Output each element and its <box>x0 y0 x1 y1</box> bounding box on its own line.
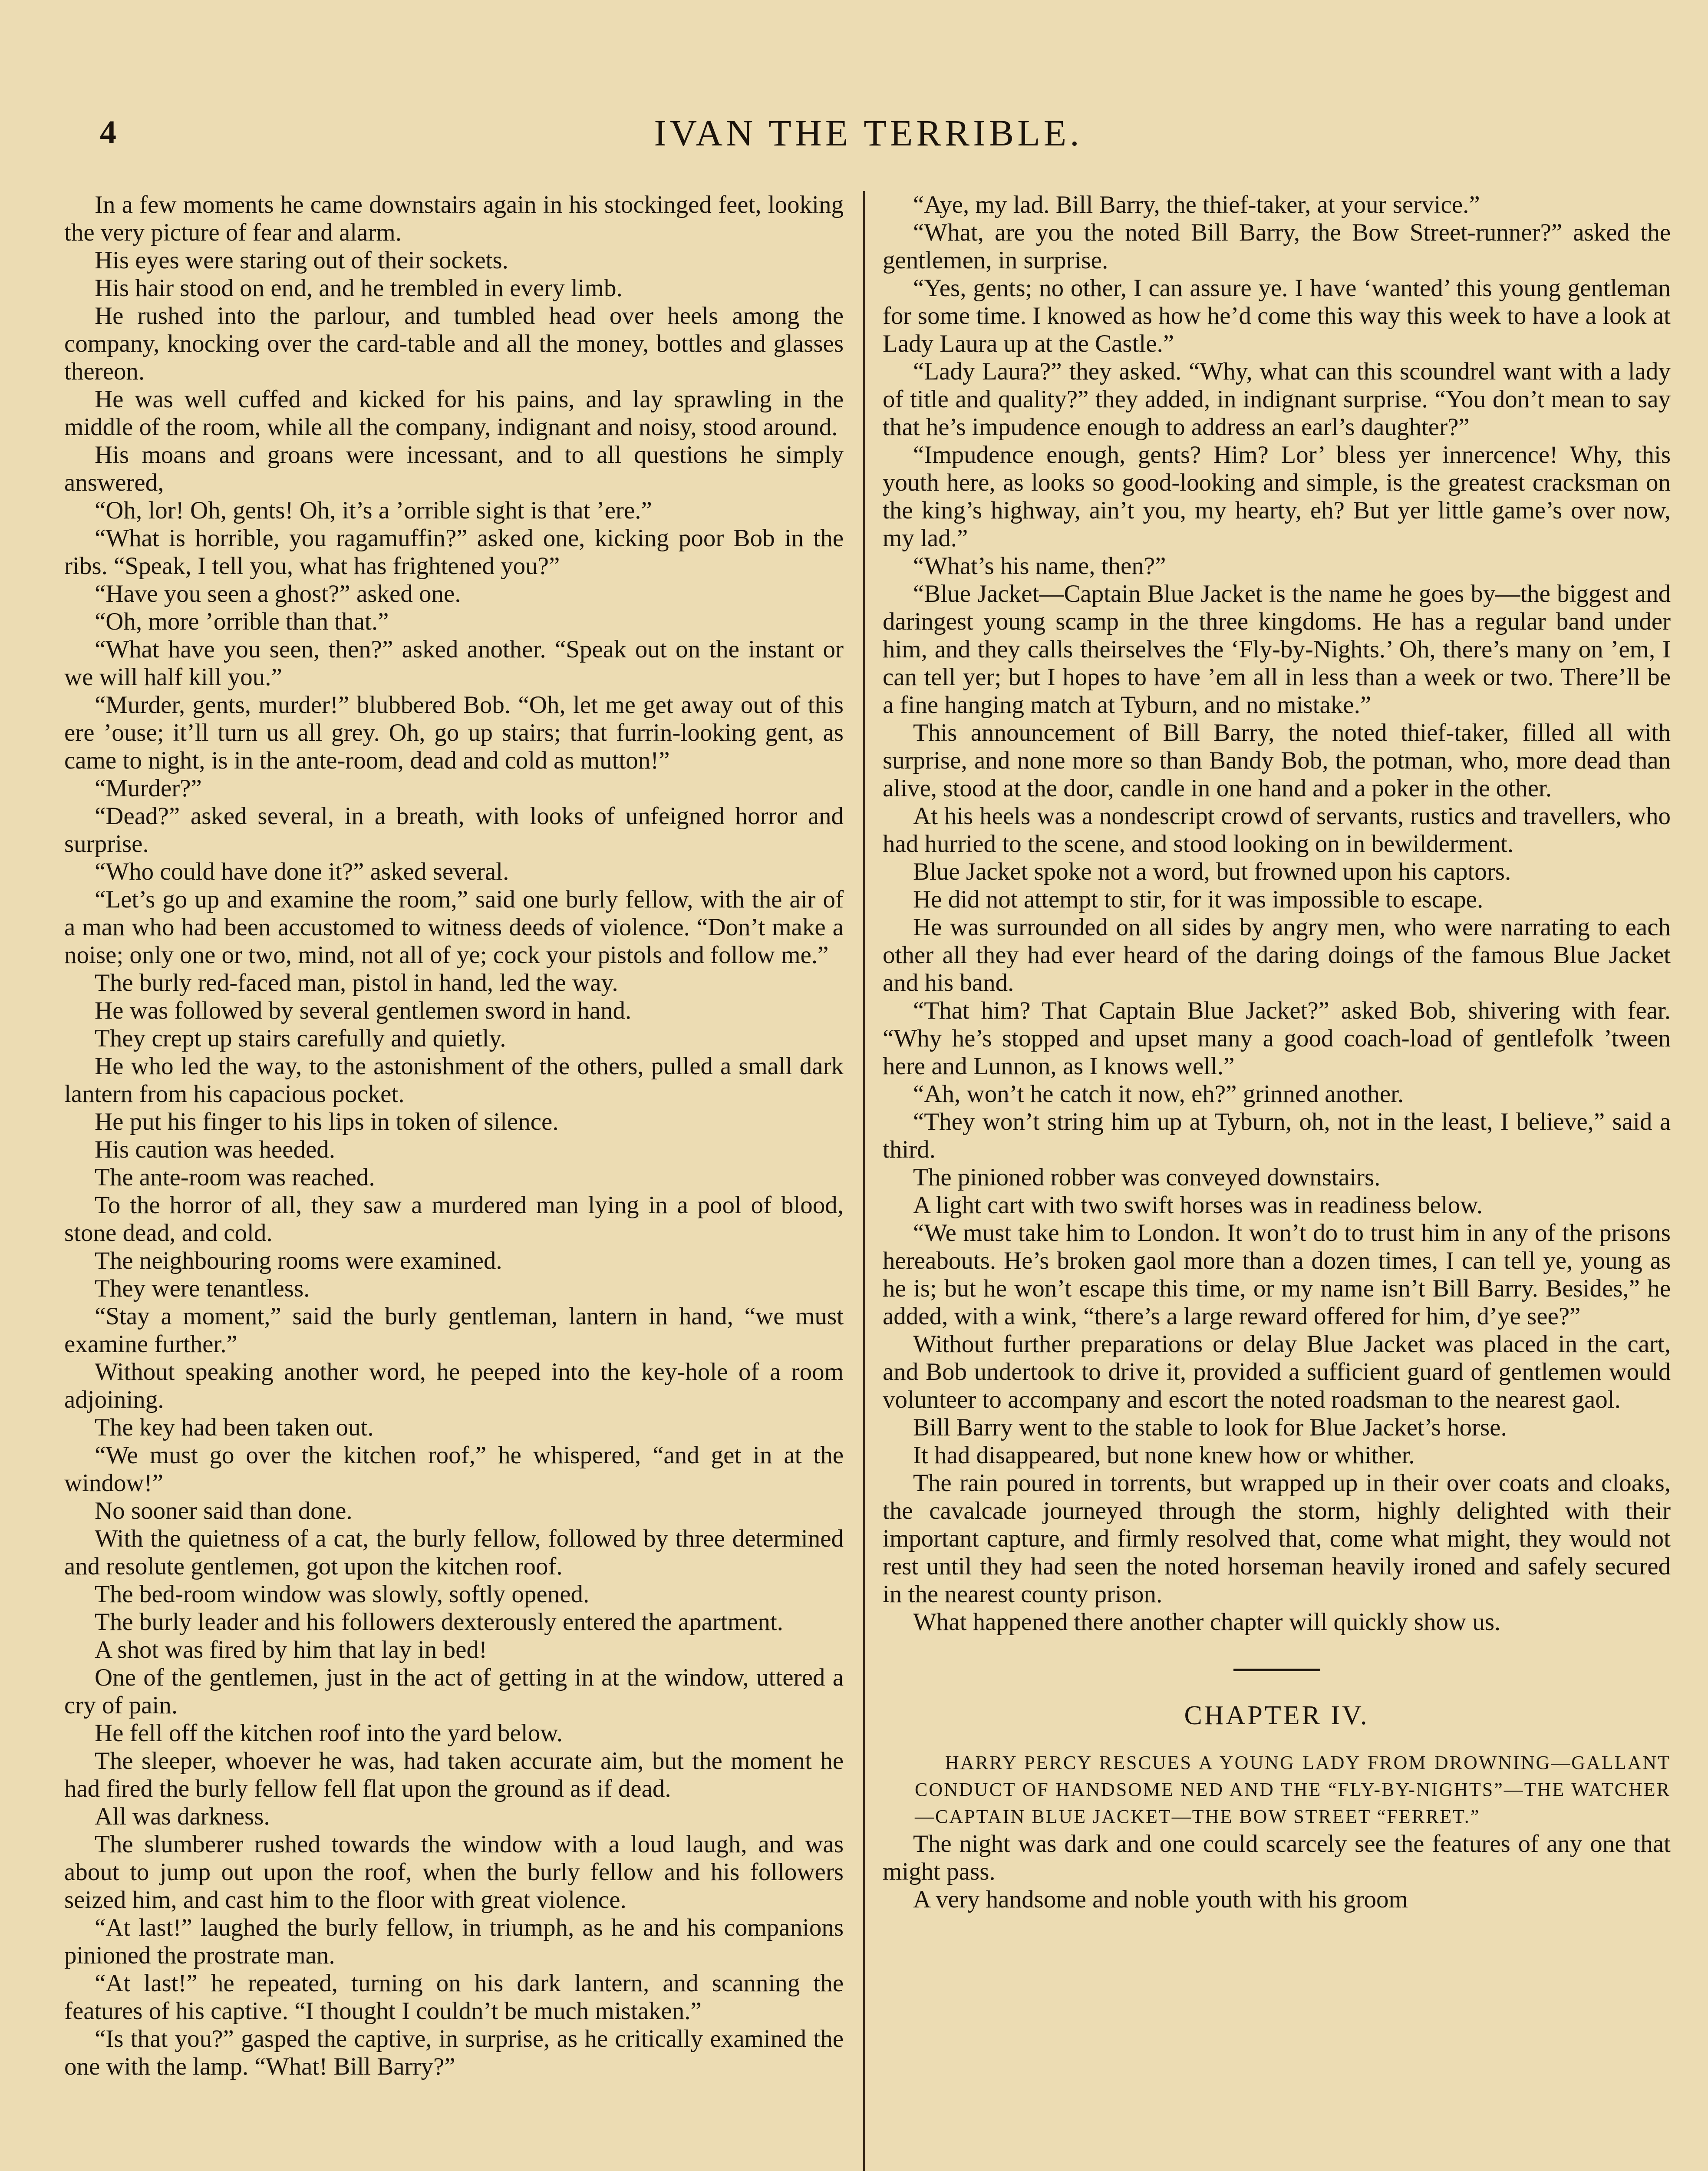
paragraph: “That him? That Captain Blue Jacket?” asked Bob, shivering with fear. “Why he’s stopped and upset many a good coach-load of gentlefolk ’tween here and Lunnon, as I knows well.” <box>883 997 1671 1080</box>
paragraph: The ante-room was reached. <box>95 1164 375 1191</box>
paragraph: The burly leader and his followers dexterously entered the apartment. <box>95 1608 783 1636</box>
paragraph: “Yes, gents; no other, I can assure ye. I have ‘wanted’ this young gentleman for some time. I knowed as how he’d come this way this week to have a look at Lady Laura up at the Castle.” <box>883 274 1671 357</box>
paragraph: He was surrounded on all sides by angry men, who were narrating to each other all they had ever heard of the daring doings of the famous Blue Jacket and his band. <box>883 914 1671 996</box>
paragraph: The pinioned robber was conveyed downstairs. <box>913 1164 1381 1191</box>
paragraph: With the quietness of a cat, the burly fellow, followed by three determined and resolute gentlemen, got upon the kitchen roof. <box>64 1525 844 1580</box>
paragraph: “Murder?” <box>95 775 202 802</box>
paragraph: To the horror of all, they saw a murdered man lying in a pool of blood, stone dead, and cold. <box>64 1191 844 1247</box>
right-column <box>883 191 1671 2171</box>
paragraph: The key had been taken out. <box>95 1414 374 1441</box>
paragraph: “Have you seen a ghost?” asked one. <box>95 580 461 607</box>
paragraph: “Lady Laura?” they asked. “Why, what can this scoundrel want with a lady of title and quality?” they added, in indignant surprise. “You don’t mean to say that he’s impudence enough to address an earl’s daughter?” <box>883 358 1671 441</box>
paragraph: “What is horrible, you ragamuffin?” asked one, kicking poor Bob in the ribs. “Speak, I tell you, what has frightened you?” <box>64 525 844 580</box>
paragraph: He was well cuffed and kicked for his pains, and lay sprawling in the middle of the room, while all the company, indignant and noisy, stood around. <box>64 386 844 441</box>
paragraph: The neighbouring rooms were examined. <box>95 1247 502 1274</box>
paragraph: “Who could have done it?” asked several. <box>95 858 509 885</box>
paragraph: His moans and groans were incessant, and to all questions he simply answered, <box>64 441 844 496</box>
paragraph: Blue Jacket spoke not a word, but frowned upon his captors. <box>913 858 1511 885</box>
paragraph: “Stay a moment,” said the burly gentleman, lantern in hand, “we must examine further.” <box>64 1303 844 1358</box>
chapter-synopsis <box>883 1749 1671 1830</box>
paragraph: They were tenantless. <box>95 1275 310 1302</box>
paragraph: “At last!” laughed the burly fellow, in triumph, as he and his companions pinioned the prostrate man. <box>64 1914 844 1969</box>
paragraph: “Oh, more ’orrible than that.” <box>95 608 389 635</box>
running-title: IVAN THE TERRIBLE. <box>654 112 1083 154</box>
paragraph: “What have you seen, then?” asked another. “Speak out on the instant or we will half kill you.” <box>64 636 844 691</box>
paragraph: In a few moments he came downstairs again in his stockinged feet, looking the very picture of fear and alarm. <box>64 191 844 246</box>
paragraph: He fell off the kitchen roof into the yard below. <box>95 1719 563 1747</box>
paragraph: One of the gentlemen, just in the act of getting in at the window, uttered a cry of pain. <box>64 1664 844 1719</box>
paragraph: “Murder, gents, murder!” blubbered Bob. “Oh, let me get away out of this ere ’ouse; it’ll turn us all grey. Oh, go up stairs; that furrin-looking gent, as came to night, is in the ante-room, dead and cold as mutton!” <box>64 691 844 774</box>
paragraph: A light cart with two swift horses was in readiness below. <box>913 1191 1483 1219</box>
paragraph: It had disappeared, but none knew how or whither. <box>913 1442 1415 1469</box>
paragraph: This announcement of Bill Barry, the noted thief-taker, filled all with surprise, and none more so than Bandy Bob, the potman, who, more dead than alive, stood at the door, candle in one hand and a poker in the other. <box>883 719 1671 802</box>
paragraph: A shot was fired by him that lay in bed! <box>95 1636 487 1663</box>
paragraph: “Blue Jacket—Captain Blue Jacket is the name he goes by—the biggest and daringest young scamp in the three kingdoms. He has a regular band under him, and they calls theirselves the ‘Fly-by-Nights.’ Oh, there’s many on ’em, I can tell yer; but I hopes to have ’em all in less than a week or two. There’ll be a fine hanging match at Tyburn, and no mistake.” <box>883 580 1671 719</box>
paragraph: He who led the way, to the astonishment of the others, pulled a small dark lantern from his capacious pocket. <box>64 1053 844 1108</box>
paragraph: They crept up stairs carefully and quietly. <box>95 1025 506 1052</box>
paragraph: The bed-room window was slowly, softly opened. <box>95 1580 590 1608</box>
paragraph: “What’s his name, then?” <box>913 552 1166 580</box>
paragraph: No sooner said than done. <box>95 1497 353 1524</box>
paragraph: He did not attempt to stir, for it was impossible to escape. <box>913 886 1484 913</box>
paragraph: He rushed into the parlour, and tumbled head over heels among the company, knocking over the card-table and all the money, bottles and glasses thereon. <box>64 302 844 385</box>
paragraph: “They won’t string him up at Tyburn, oh, not in the least, I believe,” said a third. <box>883 1108 1671 1163</box>
paragraph: The rain poured in torrents, but wrapped up in their over coats and cloaks, the cavalcade journeyed through the storm, highly delighted with their important capture, and firmly resolved that, come what might, they would not rest until they had seen the noted horseman heavily ironed and safely secured in the nearest county prison. <box>883 1469 1671 1608</box>
paragraph: He was followed by several gentlemen sword in hand. <box>95 997 632 1024</box>
paragraph: “Aye, my lad. Bill Barry, the thief-taker, at your service.” <box>913 191 1480 218</box>
paragraph: All was darkness. <box>95 1803 270 1830</box>
paragraph: “What, are you the noted Bill Barry, the Bow Street-runner?” asked the gentlemen, in surprise. <box>883 219 1671 274</box>
paragraph: “Is that you?” gasped the captive, in surprise, as he critically examined the one with the lamp. “What! Bill Barry?” <box>64 2025 844 2080</box>
paragraph: Without further preparations or delay Blue Jacket was placed in the cart, and Bob undertook to drive it, provided a sufficient guard of gentlemen would volunteer to accompany and escort the noted roadsman to the nearest gaol. <box>883 1330 1671 1413</box>
paragraph: The night was dark and one could scarcely see the features of any one that might pass. <box>883 1830 1671 1885</box>
paragraph: The slumberer rushed towards the window with a loud laugh, and was about to jump out upon the roof, when the burly fellow and his followers seized him, and cast him to the floor with great violence. <box>64 1831 844 1914</box>
paragraph: At his heels was a nondescript crowd of servants, rustics and travellers, who had hurried to the scene, and stood looking on in bewilderment. <box>883 802 1671 858</box>
column-divider <box>863 191 865 2171</box>
paragraph: A very handsome and noble youth with his groom <box>913 1886 1408 1913</box>
paragraph: His caution was heeded. <box>95 1136 335 1163</box>
paragraph: “We must take him to London. It won’t do to trust him in any of the prisons hereabouts. He’s broken gaol more than a dozen times, I can tell ye, young as he is; but he won’t escape this time, or my name isn’t Bill Barry. Besides,” he added, with a wink, “there’s a large reward offered for him, d’ye see?” <box>883 1219 1671 1330</box>
paragraph: What happened there another chapter will quickly show us. <box>913 1608 1501 1636</box>
paragraph: “At last!” he repeated, turning on his dark lantern, and scanning the features of his captive. “I thought I couldn’t be much mistaken.” <box>64 1970 844 2025</box>
paragraph: His hair stood on end, and he trembled in every limb. <box>95 274 623 302</box>
paragraph: “Dead?” asked several, in a breath, with looks of unfeigned horror and surprise. <box>64 802 844 858</box>
paragraph: “Oh, lor! Oh, gents! Oh, it’s a ’orrible sight is that ’ere.” <box>95 497 652 524</box>
paragraph: Bill Barry went to the stable to look for Blue Jacket’s horse. <box>913 1414 1507 1441</box>
paragraph: His eyes were staring out of their sockets. <box>95 247 508 274</box>
paragraph: The burly red-faced man, pistol in hand, led the way. <box>95 969 618 996</box>
paragraph: The sleeper, whoever he was, had taken accurate aim, but the moment he had fired the burly fellow fell flat upon the ground as if dead. <box>64 1747 844 1802</box>
paragraph: Without speaking another word, he peeped into the key-hole of a room adjoining. <box>64 1358 844 1413</box>
paragraph: “Ah, won’t he catch it now, eh?” grinned another. <box>913 1080 1404 1108</box>
page-number: 4 <box>100 114 116 151</box>
paragraph: He put his finger to his lips in token of silence. <box>95 1108 559 1135</box>
paragraph: “We must go over the kitchen roof,” he whispered, “and get in at the window!” <box>64 1442 844 1497</box>
chapter-synopsis-text: HARRY PERCY RESCUES A YOUNG LADY FROM DROWNING—GALLANT CONDUCT OF HANDSOME NED AND THE “FLY-BY-NIGHTS”—THE WATCHER—CAPTAIN BLUE JACKET—THE BOW STREET “FERRET.” <box>915 1752 1671 1827</box>
paragraph: “Let’s go up and examine the room,” said one burly fellow, with the air of a man who had been accustomed to witness deeds of violence. “Don’t make a noise; only one or two, mind, not all of ye; cock your pistols and follow me.” <box>64 886 844 969</box>
left-column <box>64 191 844 2171</box>
chapter-divider-rule <box>1233 1669 1320 1671</box>
paragraph: “Impudence enough, gents? Him? Lor’ bless yer innercence! Why, this youth here, as looks so good-looking and simple, is the greatest cracksman on the king’s highway, ain’t you, my hearty, eh? But yer little game’s over now, my lad.” <box>883 441 1671 552</box>
chapter-heading: CHAPTER IV. <box>1184 1701 1369 1730</box>
